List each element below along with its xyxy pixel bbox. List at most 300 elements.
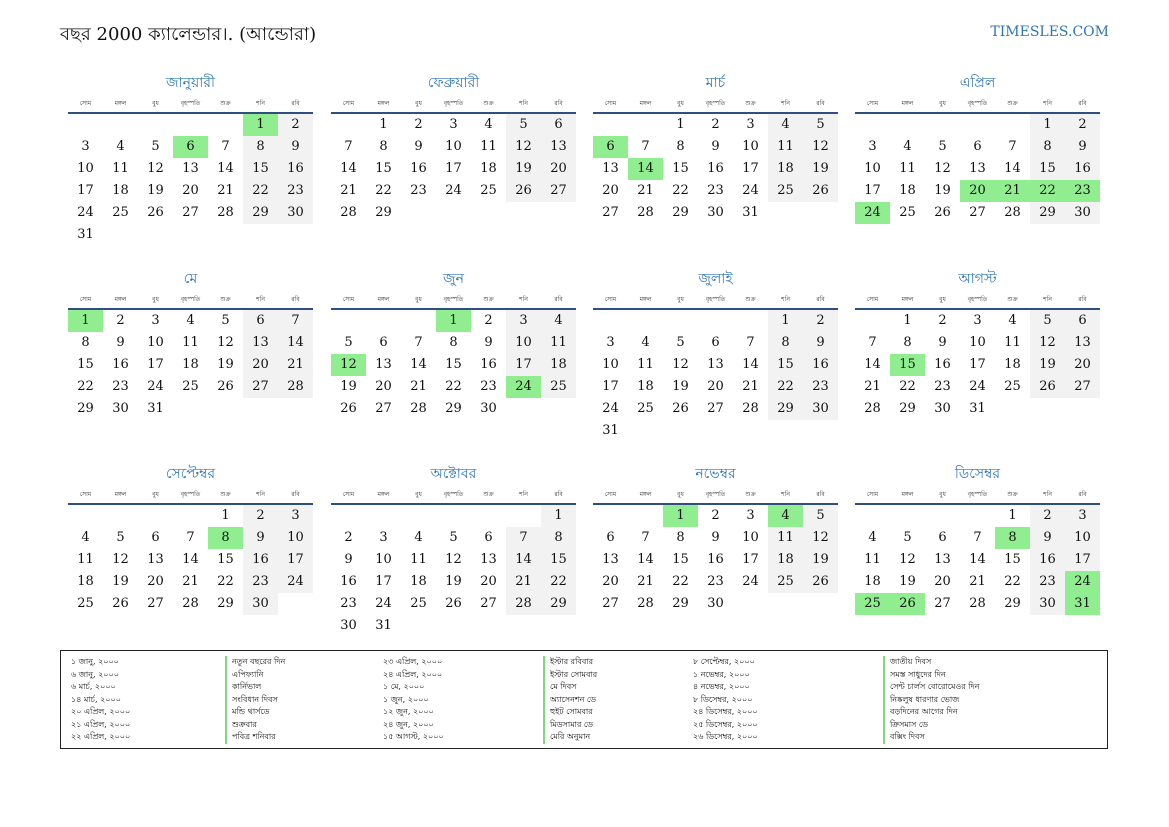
day-cell[interactable]: 2 [938,313,947,328]
day-cell[interactable]: 28 [410,401,427,416]
day-cell[interactable]: 18 [768,549,803,571]
day-cell[interactable]: 1 [68,310,103,332]
day-cell[interactable]: 27 [480,596,497,611]
day-cell[interactable]: 24 [742,574,759,589]
day-cell[interactable]: 5 [676,335,685,350]
day-cell[interactable]: 26 [112,596,129,611]
day-cell[interactable]: 8 [208,527,243,549]
day-cell[interactable]: 14 [182,552,199,567]
day-cell[interactable]: 11 [768,527,803,549]
day-cell[interactable]: 8 [676,139,685,154]
day-cell[interactable]: 2 [1065,114,1100,136]
day-cell[interactable]: 29 [768,398,803,420]
day-cell[interactable]: 14 [217,161,234,176]
day-cell[interactable]: 8 [449,335,458,350]
day-cell[interactable]: 20 [541,158,576,180]
day-cell[interactable]: 19 [217,357,234,372]
day-cell[interactable]: 17 [969,357,986,372]
day-cell[interactable]: 18 [77,574,94,589]
day-cell[interactable]: 12 [112,552,129,567]
day-cell[interactable]: 25 [768,571,803,593]
day-cell[interactable]: 25 [480,183,497,198]
day-cell[interactable]: 23 [340,596,357,611]
day-cell[interactable]: 21 [278,354,313,376]
day-cell[interactable]: 18 [112,183,129,198]
day-cell[interactable]: 23 [243,571,278,593]
day-cell[interactable]: 14 [864,357,881,372]
day-cell[interactable]: 9 [344,552,353,567]
day-cell[interactable]: 2 [1030,505,1065,527]
day-cell[interactable]: 5 [449,530,458,545]
day-cell[interactable]: 15 [672,552,689,567]
day-cell[interactable]: 31 [1065,593,1100,615]
day-cell[interactable]: 18 [480,161,497,176]
day-cell[interactable]: 6 [1065,310,1100,332]
day-cell[interactable]: 26 [217,379,234,394]
day-cell[interactable]: 6 [593,136,628,158]
day-cell[interactable]: 3 [506,310,541,332]
day-cell[interactable]: 6 [973,139,982,154]
day-cell[interactable]: 11 [1004,335,1021,350]
day-cell[interactable]: 17 [1065,549,1100,571]
day-cell[interactable]: 21 [410,379,427,394]
day-cell[interactable]: 21 [340,183,357,198]
day-cell[interactable]: 26 [803,571,838,593]
day-cell[interactable]: 7 [641,530,650,545]
day-cell[interactable]: 9 [1065,136,1100,158]
day-cell[interactable]: 8 [903,335,912,350]
day-cell[interactable]: 18 [182,357,199,372]
day-cell[interactable]: 9 [484,335,493,350]
day-cell[interactable]: 10 [864,161,881,176]
day-cell[interactable]: 24 [969,379,986,394]
day-cell[interactable]: 16 [243,549,278,571]
day-cell[interactable]: 7 [868,335,877,350]
day-cell[interactable]: 4 [768,114,803,136]
day-cell[interactable]: 3 [81,139,90,154]
day-cell[interactable]: 6 [606,530,615,545]
day-cell[interactable]: 10 [147,335,164,350]
day-cell[interactable]: 12 [803,527,838,549]
day-cell[interactable]: 11 [182,335,199,350]
day-cell[interactable]: 28 [637,596,654,611]
day-cell[interactable]: 20 [602,574,619,589]
day-cell[interactable]: 29 [217,596,234,611]
day-cell[interactable]: 3 [746,508,755,523]
day-cell[interactable]: 9 [278,136,313,158]
day-cell[interactable]: 12 [331,354,366,376]
day-cell[interactable]: 7 [221,139,230,154]
day-cell[interactable]: 29 [541,593,576,615]
day-cell[interactable]: 7 [746,335,755,350]
day-cell[interactable]: 13 [182,161,199,176]
day-cell[interactable]: 20 [480,574,497,589]
day-cell[interactable]: 1 [768,310,803,332]
day-cell[interactable]: 12 [803,136,838,158]
day-cell[interactable]: 1 [221,508,230,523]
day-cell[interactable]: 16 [1030,549,1065,571]
day-cell[interactable]: 6 [379,335,388,350]
day-cell[interactable]: 30 [278,202,313,224]
day-cell[interactable]: 19 [803,158,838,180]
day-cell[interactable]: 26 [934,205,951,220]
day-cell[interactable]: 4 [868,530,877,545]
day-cell[interactable]: 10 [602,357,619,372]
day-cell[interactable]: 24 [1065,571,1100,593]
day-cell[interactable]: 5 [1030,310,1065,332]
day-cell[interactable]: 12 [899,552,916,567]
day-cell[interactable]: 27 [602,596,619,611]
day-cell[interactable]: 24 [855,202,890,224]
day-cell[interactable]: 11 [480,139,497,154]
day-cell[interactable]: 8 [379,139,388,154]
day-cell[interactable]: 14 [340,161,357,176]
day-cell[interactable]: 30 [707,205,724,220]
day-cell[interactable]: 27 [934,596,951,611]
day-cell[interactable]: 8 [541,527,576,549]
day-cell[interactable]: 8 [81,335,90,350]
day-cell[interactable]: 4 [484,117,493,132]
day-cell[interactable]: 25 [112,205,129,220]
day-cell[interactable]: 1 [379,117,388,132]
day-cell[interactable]: 9 [243,527,278,549]
day-cell[interactable]: 13 [969,161,986,176]
day-cell[interactable]: 26 [890,593,925,615]
day-cell[interactable]: 24 [506,376,541,398]
day-cell[interactable]: 21 [995,180,1030,202]
day-cell[interactable]: 28 [182,596,199,611]
day-cell[interactable]: 29 [672,596,689,611]
day-cell[interactable]: 25 [637,401,654,416]
day-cell[interactable]: 12 [1030,332,1065,354]
day-cell[interactable]: 19 [1030,354,1065,376]
day-cell[interactable]: 14 [278,332,313,354]
day-cell[interactable]: 27 [1065,376,1100,398]
site-link[interactable]: TIMESLES.COM [990,24,1109,40]
day-cell[interactable]: 23 [1065,180,1100,202]
day-cell[interactable]: 7 [1008,139,1017,154]
day-cell[interactable]: 15 [541,549,576,571]
day-cell[interactable]: 18 [864,574,881,589]
day-cell[interactable]: 23 [480,379,497,394]
day-cell[interactable]: 23 [707,183,724,198]
day-cell[interactable]: 9 [803,332,838,354]
day-cell[interactable]: 8 [676,530,685,545]
day-cell[interactable]: 8 [768,332,803,354]
day-cell[interactable]: 16 [410,161,427,176]
day-cell[interactable]: 15 [1030,158,1065,180]
day-cell[interactable]: 14 [628,158,663,180]
day-cell[interactable]: 5 [803,114,838,136]
day-cell[interactable]: 29 [445,401,462,416]
day-cell[interactable]: 22 [217,574,234,589]
day-cell[interactable]: 9 [1030,527,1065,549]
day-cell[interactable]: 4 [414,530,423,545]
day-cell[interactable]: 13 [1065,332,1100,354]
day-cell[interactable]: 13 [541,136,576,158]
day-cell[interactable]: 26 [672,401,689,416]
day-cell[interactable]: 12 [672,357,689,372]
day-cell[interactable]: 23 [278,180,313,202]
day-cell[interactable]: 3 [278,505,313,527]
day-cell[interactable]: 3 [868,139,877,154]
day-cell[interactable]: 26 [147,205,164,220]
day-cell[interactable]: 4 [81,530,90,545]
day-cell[interactable]: 10 [742,139,759,154]
day-cell[interactable]: 30 [707,596,724,611]
day-cell[interactable]: 19 [899,574,916,589]
day-cell[interactable]: 4 [768,505,803,527]
day-cell[interactable]: 23 [803,376,838,398]
day-cell[interactable]: 19 [506,158,541,180]
day-cell[interactable]: 9 [938,335,947,350]
day-cell[interactable]: 7 [973,530,982,545]
day-cell[interactable]: 25 [77,596,94,611]
day-cell[interactable]: 5 [221,313,230,328]
day-cell[interactable]: 22 [672,183,689,198]
day-cell[interactable]: 27 [541,180,576,202]
day-cell[interactable]: 22 [1004,574,1021,589]
day-cell[interactable]: 7 [186,530,195,545]
day-cell[interactable]: 11 [541,332,576,354]
day-cell[interactable]: 27 [969,205,986,220]
day-cell[interactable]: 11 [637,357,654,372]
day-cell[interactable]: 14 [742,357,759,372]
day-cell[interactable]: 18 [541,354,576,376]
day-cell[interactable]: 19 [445,574,462,589]
day-cell[interactable]: 2 [344,530,353,545]
day-cell[interactable]: 4 [186,313,195,328]
day-cell[interactable]: 4 [116,139,125,154]
day-cell[interactable]: 2 [116,313,125,328]
day-cell[interactable]: 1 [243,114,278,136]
day-cell[interactable]: 21 [969,574,986,589]
day-cell[interactable]: 17 [742,161,759,176]
day-cell[interactable]: 30 [340,618,357,633]
day-cell[interactable]: 14 [1004,161,1021,176]
day-cell[interactable]: 9 [711,139,720,154]
day-cell[interactable]: 15 [217,552,234,567]
day-cell[interactable]: 22 [541,571,576,593]
day-cell[interactable]: 10 [77,161,94,176]
day-cell[interactable]: 10 [445,139,462,154]
day-cell[interactable]: 27 [602,205,619,220]
day-cell[interactable]: 20 [182,183,199,198]
day-cell[interactable]: 30 [1030,593,1065,615]
day-cell[interactable]: 1 [436,310,471,332]
day-cell[interactable]: 15 [672,161,689,176]
day-cell[interactable]: 21 [637,183,654,198]
day-cell[interactable]: 7 [344,139,353,154]
day-cell[interactable]: 15 [243,158,278,180]
day-cell[interactable]: 16 [1065,158,1100,180]
day-cell[interactable]: 27 [182,205,199,220]
day-cell[interactable]: 13 [602,161,619,176]
day-cell[interactable]: 17 [375,574,392,589]
day-cell[interactable]: 30 [480,401,497,416]
day-cell[interactable]: 5 [344,335,353,350]
day-cell[interactable]: 7 [641,139,650,154]
day-cell[interactable]: 24 [77,205,94,220]
day-cell[interactable]: 20 [243,354,278,376]
day-cell[interactable]: 1 [903,313,912,328]
day-cell[interactable]: 19 [672,379,689,394]
day-cell[interactable]: 23 [410,183,427,198]
day-cell[interactable]: 6 [938,530,947,545]
day-cell[interactable]: 17 [445,161,462,176]
day-cell[interactable]: 3 [379,530,388,545]
day-cell[interactable]: 8 [1030,136,1065,158]
day-cell[interactable]: 10 [742,530,759,545]
day-cell[interactable]: 17 [77,183,94,198]
day-cell[interactable]: 11 [768,136,803,158]
day-cell[interactable]: 20 [960,180,995,202]
day-cell[interactable]: 22 [375,183,392,198]
day-cell[interactable]: 6 [541,114,576,136]
day-cell[interactable]: 29 [243,202,278,224]
day-cell[interactable]: 13 [934,552,951,567]
day-cell[interactable]: 11 [112,161,129,176]
day-cell[interactable]: 1 [541,505,576,527]
day-cell[interactable]: 28 [217,205,234,220]
day-cell[interactable]: 28 [506,593,541,615]
day-cell[interactable]: 7 [278,310,313,332]
day-cell[interactable]: 28 [278,376,313,398]
day-cell[interactable]: 13 [243,332,278,354]
day-cell[interactable]: 2 [711,508,720,523]
day-cell[interactable]: 19 [340,379,357,394]
day-cell[interactable]: 30 [243,593,278,615]
day-cell[interactable]: 25 [899,205,916,220]
day-cell[interactable]: 19 [147,183,164,198]
day-cell[interactable]: 17 [278,549,313,571]
day-cell[interactable]: 30 [112,401,129,416]
day-cell[interactable]: 28 [742,401,759,416]
day-cell[interactable]: 15 [768,354,803,376]
day-cell[interactable]: 22 [1030,180,1065,202]
day-cell[interactable]: 31 [77,227,94,242]
day-cell[interactable]: 20 [602,183,619,198]
day-cell[interactable]: 15 [890,354,925,376]
day-cell[interactable]: 16 [707,161,724,176]
day-cell[interactable]: 21 [637,574,654,589]
day-cell[interactable]: 3 [449,117,458,132]
day-cell[interactable]: 24 [375,596,392,611]
day-cell[interactable]: 25 [410,596,427,611]
day-cell[interactable]: 6 [173,136,208,158]
day-cell[interactable]: 10 [506,332,541,354]
day-cell[interactable]: 22 [243,180,278,202]
day-cell[interactable]: 5 [151,139,160,154]
day-cell[interactable]: 16 [340,574,357,589]
day-cell[interactable]: 16 [112,357,129,372]
day-cell[interactable]: 7 [506,527,541,549]
day-cell[interactable]: 11 [899,161,916,176]
day-cell[interactable]: 28 [637,205,654,220]
day-cell[interactable]: 17 [147,357,164,372]
day-cell[interactable]: 13 [602,552,619,567]
day-cell[interactable]: 29 [375,205,392,220]
day-cell[interactable]: 12 [506,136,541,158]
day-cell[interactable]: 27 [707,401,724,416]
day-cell[interactable]: 6 [243,310,278,332]
day-cell[interactable]: 2 [278,114,313,136]
day-cell[interactable]: 11 [410,552,427,567]
day-cell[interactable]: 18 [637,379,654,394]
day-cell[interactable]: 10 [278,527,313,549]
day-cell[interactable]: 17 [742,552,759,567]
day-cell[interactable]: 3 [746,117,755,132]
day-cell[interactable]: 24 [278,571,313,593]
day-cell[interactable]: 2 [243,505,278,527]
day-cell[interactable]: 12 [934,161,951,176]
day-cell[interactable]: 7 [414,335,423,350]
day-cell[interactable]: 29 [1004,596,1021,611]
day-cell[interactable]: 14 [506,549,541,571]
day-cell[interactable]: 17 [506,354,541,376]
day-cell[interactable]: 1 [1008,508,1017,523]
day-cell[interactable]: 19 [112,574,129,589]
day-cell[interactable]: 2 [414,117,423,132]
day-cell[interactable]: 3 [973,313,982,328]
day-cell[interactable]: 26 [506,180,541,202]
day-cell[interactable]: 4 [903,139,912,154]
day-cell[interactable]: 21 [742,379,759,394]
day-cell[interactable]: 6 [151,530,160,545]
day-cell[interactable]: 22 [77,379,94,394]
day-cell[interactable]: 28 [969,596,986,611]
day-cell[interactable]: 12 [147,161,164,176]
day-cell[interactable]: 27 [375,401,392,416]
day-cell[interactable]: 13 [707,357,724,372]
day-cell[interactable]: 5 [116,530,125,545]
day-cell[interactable]: 20 [1065,354,1100,376]
day-cell[interactable]: 6 [711,335,720,350]
day-cell[interactable]: 20 [375,379,392,394]
day-cell[interactable]: 16 [803,354,838,376]
day-cell[interactable]: 30 [934,401,951,416]
day-cell[interactable]: 15 [77,357,94,372]
day-cell[interactable]: 10 [375,552,392,567]
day-cell[interactable]: 22 [768,376,803,398]
day-cell[interactable]: 4 [1008,313,1017,328]
day-cell[interactable]: 25 [182,379,199,394]
day-cell[interactable]: 24 [147,379,164,394]
day-cell[interactable]: 5 [506,114,541,136]
day-cell[interactable]: 13 [375,357,392,372]
day-cell[interactable]: 14 [410,357,427,372]
day-cell[interactable]: 9 [116,335,125,350]
day-cell[interactable]: 21 [182,574,199,589]
day-cell[interactable]: 8 [995,527,1030,549]
day-cell[interactable]: 29 [1030,202,1065,224]
day-cell[interactable]: 22 [445,379,462,394]
day-cell[interactable]: 28 [1004,205,1021,220]
day-cell[interactable]: 3 [606,335,615,350]
day-cell[interactable]: 10 [969,335,986,350]
day-cell[interactable]: 3 [151,313,160,328]
day-cell[interactable]: 27 [147,596,164,611]
day-cell[interactable]: 17 [864,183,881,198]
day-cell[interactable]: 28 [340,205,357,220]
day-cell[interactable]: 16 [934,357,951,372]
day-cell[interactable]: 4 [641,335,650,350]
day-cell[interactable]: 12 [445,552,462,567]
day-cell[interactable]: 24 [445,183,462,198]
day-cell[interactable]: 2 [803,310,838,332]
day-cell[interactable]: 20 [707,379,724,394]
day-cell[interactable]: 31 [602,423,619,438]
